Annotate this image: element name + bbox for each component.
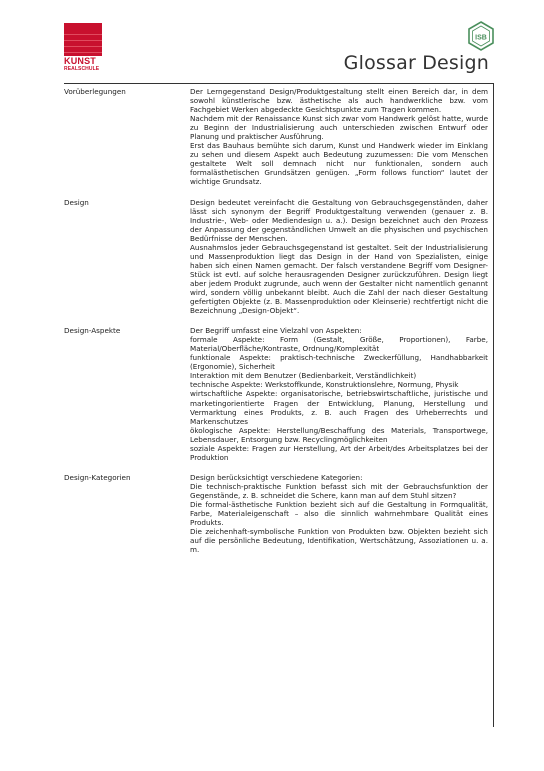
glossary-definition — [190, 87, 488, 187]
definition-paragraph: Erst das Bauhaus bemühte sich darum, Kunst und Handwerk wieder im Einklang zu sehen und diesem Aspekt auch Bedeutung zuzumessen: Die vom Menschen gestaltete Welt soll demnach nicht nur funktionalen, sondern auch formalästhetischen Grundsätzen genügen. „Form follows function“ lautet der wichtige Grundsatz. — [190, 141, 488, 187]
definition-paragraph: Ausnahmslos jeder Gebrauchsgegenstand ist gestaltet. Seit der Industrialisierung und Massenproduktion liegt das Design in der Hand von Spezialisten, einige haben sich einen Namen gemacht. Der falsch verstandene Begriff vom Designer-Stück ist evtl. auf solche herausragenden Designer zurückzuführen. Design liegt aber jedem Produkt zugrunde, auch wenn der Gestalter nicht namentlich genannt wird, sondern völlig unbekannt bleibt. Auch die Zahl der nach dieser Gestaltung gefertigten Objekte (z. B. Massenproduktion oder Kleinserie) rechtfertigt nicht die Bezeichnung „Design-Objekt“. — [190, 242, 488, 316]
page-title: Glossar Design — [343, 52, 489, 74]
isb-badge-text: ISB — [475, 34, 487, 42]
glossary-definition — [190, 198, 488, 316]
definition-paragraph: wirtschaftliche Aspekte: organisatorische, betriebswirtschaftliche, juristische und marketingorientierte Fragen der Entwicklung, Planung, Herstellung und Vermarktung eines Produkts, z. B. auch Fragen des Urheberrechts und Markenschutzes — [190, 389, 488, 426]
definition-paragraph: ökologische Aspekte: Herstellung/Beschaffung des Materials, Transportwege, Lebensdauer, Entsorgung bzw. Recyclingmöglichkeiten — [190, 425, 488, 444]
definition-paragraph: technische Aspekte: Werkstoffkunde, Konstruktionslehre, Normung, Physik — [190, 380, 459, 390]
kunst-logo — [64, 23, 102, 72]
glossary-term: Design-Kategorien — [64, 472, 131, 482]
header-divider — [64, 83, 493, 84]
definition-paragraph: Die zeichenhaft-symbolische Funktion von Produkten bzw. Objekten bezieht sich auf die persönliche Bedeutung, Identifikation, Wertschätzung, Assoziationen u. a. m. — [190, 527, 488, 555]
definition-paragraph: Design berücksichtigt verschiedene Kategorien: — [190, 472, 363, 482]
isb-badge-icon — [466, 20, 496, 56]
glossary-entry — [64, 473, 489, 554]
glossary-term: Design — [64, 197, 89, 207]
definition-paragraph: Design bedeutet vereinfacht die Gestaltung von Gebrauchsgegenständen, daher lässt sich synonym der Begriff Produktgestaltung verwenden (genauer z. B. Industrie-, Web- oder Mediendesign u. a.). Design bezeichnet auch den Prozess der Anpassung der gegenständlichen Umwelt an die physischen und psychischen Bedürfnisse der Menschen. — [190, 197, 488, 243]
definition-paragraph: formale Aspekte: Form (Gestalt, Größe, Proportionen), Farbe, Material/Oberfläche/Kontraste, Ordnung/Komplexität — [190, 335, 488, 354]
glossary-term: Vorüberlegungen — [64, 87, 126, 96]
definition-paragraph: soziale Aspekte: Fragen zur Herstellung, Art der Arbeit/des Arbeitsplatzes bei der Produktion — [190, 443, 488, 462]
glossary-term: Design-Aspekte — [64, 326, 121, 336]
glossary-definition — [190, 326, 488, 462]
logo-text-realschule: REALSCHULE — [64, 66, 100, 72]
glossary-list — [64, 87, 489, 565]
right-border-line — [493, 83, 494, 727]
definition-paragraph: Der Lerngegenstand Design/Produktgestaltung stellt einen Bereich dar, in dem sowohl künstlerische bzw. ästhetische als auch handwerkliche bzw. vom Fachgebiet Werken abgedeckte Gesichtspunkte zum Tragen kommen. — [190, 87, 488, 115]
logo-text-kunst: KUNST — [64, 56, 96, 66]
definition-paragraph: Die formal-ästhetische Funktion bezieht sich auf die Gestaltung in Formqualität, Farbe, Materialeigenschaft – also die sinnlich wahrnehmbare Qualität eines Produkts. — [190, 499, 488, 528]
glossary-entry — [64, 87, 489, 187]
logo-red-block — [64, 23, 102, 56]
definition-paragraph: funktionale Aspekte: praktisch-technische Zweckerfüllung, Handhabbarkeit (Ergonomie), Sicherheit — [190, 353, 488, 372]
definition-paragraph: Interaktion mit dem Benutzer (Bedienbarkeit, Verständlichkeit) — [190, 371, 417, 381]
glossary-entry — [64, 326, 489, 462]
definition-paragraph: Nachdem mit der Renaissance Kunst sich zwar vom Handwerk gelöst hatte, wurde zu Beginn der Industrialisierung auch unterschieden zwischen Entwurf oder Planung und praktischer Ausführung. — [190, 114, 488, 142]
definition-paragraph: Der Begriff umfasst eine Vielzahl von Aspekten: — [190, 326, 362, 336]
glossary-definition — [190, 473, 488, 554]
definition-paragraph: Die technisch-praktische Funktion befasst sich mit der Gebrauchsfunktion der Gegenstände, z. B. schneidet die Schere, kann man auf dem Stuhl sitzen? — [190, 481, 488, 500]
glossary-entry — [64, 198, 489, 316]
